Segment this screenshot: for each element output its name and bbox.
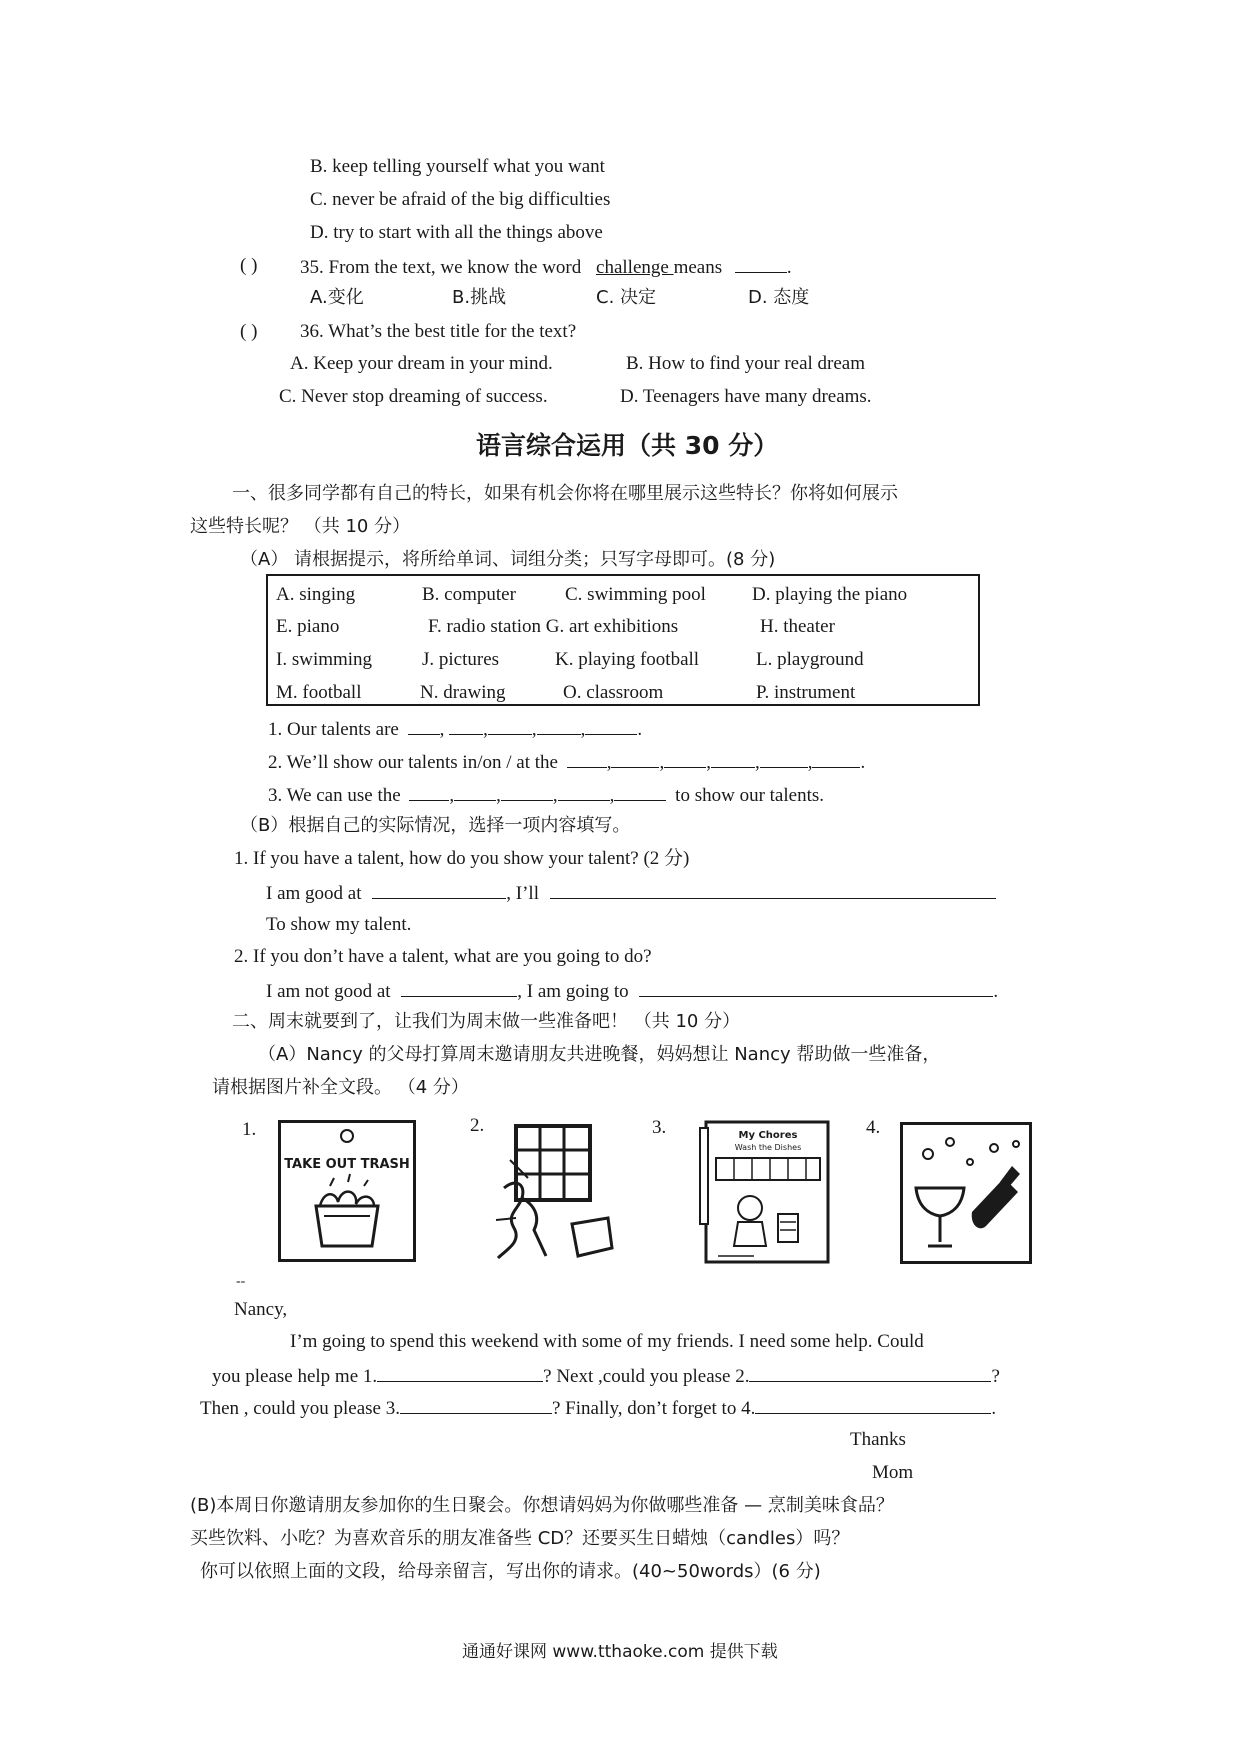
page-footer: 通通好课网 www.tthaoke.com 提供下载 <box>462 1642 778 1662</box>
part1-b-q1: 1. If you have a talent, how do you show your talent? (2 分) <box>234 848 690 869</box>
fill-3-blank-1[interactable] <box>409 782 449 801</box>
q34-option-b: B. keep telling yourself what you want <box>310 156 605 177</box>
word-k: K. playing football <box>555 649 700 670</box>
fill-3-blank-2[interactable] <box>454 782 496 801</box>
q35-option-a: A.变化 <box>310 287 364 308</box>
note-greeting: Nancy, <box>234 1299 288 1320</box>
fill-1-blank-5[interactable] <box>585 716 637 735</box>
picture-3-number: 3. <box>652 1117 667 1138</box>
picture-4 <box>900 1122 1032 1264</box>
fill-2-blank-1[interactable] <box>567 749 607 768</box>
note-blank-3[interactable] <box>400 1395 552 1414</box>
fill-1-prefix: 1. Our talents are <box>268 719 399 740</box>
q35-stem-text: 35. From the text, we know the word <box>300 257 582 278</box>
q36-answer-paren: ( ) <box>240 321 258 342</box>
fill-1-blank-3[interactable] <box>488 716 532 735</box>
note-sign: Mom <box>872 1462 914 1483</box>
word-n: N. drawing <box>420 682 506 703</box>
picture-1-number: 1. <box>242 1119 257 1140</box>
picture-4-number: 4. <box>866 1117 881 1138</box>
good-at-blank[interactable] <box>372 880 506 899</box>
q35-blank <box>735 254 787 273</box>
part2-b-line2: 买些饮料、小吃？为喜欢音乐的朋友准备些 CD？还要买生日蜡烛（candles）吗？ <box>190 1528 850 1549</box>
picture-3-subcaption: Wash the Dishes <box>734 1143 802 1152</box>
fill-1-blank-2[interactable] <box>449 716 483 735</box>
part1-a-instruction: （A） 请根据提示，将所给单词、词组分类；只写字母即可。(8 分) <box>240 549 776 570</box>
q35-stem <box>300 254 792 280</box>
word-j: J. pictures <box>422 649 500 670</box>
q35-option-b: B.挑战 <box>452 287 507 308</box>
picture-2-number: 2. <box>470 1115 485 1136</box>
word-l: L. playground <box>756 649 864 670</box>
ill-blank[interactable] <box>550 880 996 899</box>
going-to-blank[interactable] <box>639 978 993 997</box>
section-title: 语言综合运用（共 30 分） <box>476 431 779 460</box>
word-m: M. football <box>276 682 362 703</box>
word-a: A. singing <box>276 584 356 605</box>
picture-1-caption: TAKE OUT TRASH <box>284 1157 410 1172</box>
picture-1 <box>278 1120 416 1262</box>
part2-b-line3: 你可以依照上面的文段，给母亲留言，写出你的请求。(40~50words）(6 分) <box>200 1561 821 1582</box>
ill-label: , I’ll <box>506 883 539 904</box>
q35-option-d: D. 态度 <box>748 287 810 308</box>
word-c: C. swimming pool <box>565 584 706 605</box>
picture-2 <box>486 1118 626 1264</box>
word-b: B. computer <box>422 584 516 605</box>
fill-2-blank-3[interactable] <box>664 749 706 768</box>
q34-option-d: D. try to start with all the things above <box>310 222 603 243</box>
part1-b-instruction: （B）根据自己的实际情况，选择一项内容填写。 <box>240 815 631 836</box>
fill-1: 1. Our talents are , , , , . <box>268 716 642 742</box>
fill-3-blank-5[interactable] <box>614 782 666 801</box>
word-h: H. theater <box>760 616 835 637</box>
note-blank-4[interactable] <box>755 1395 991 1414</box>
part1-intro-line1: 一、很多同学都有自己的特长，如果有机会你将在哪里展示这些特长？你将如何展示 <box>232 483 898 504</box>
trash-can-icon <box>278 1120 416 1262</box>
picture-3 <box>698 1118 832 1264</box>
going-to-label: , I am going to <box>517 981 629 1002</box>
word-i: I. swimming <box>276 649 373 670</box>
drinks-glass-bottle-icon <box>900 1122 1032 1264</box>
q36-stem: 36. What’s the best title for the text? <box>300 321 577 342</box>
fill-3: 3. We can use the , , , , to show our talents. <box>268 782 824 808</box>
q34-option-c: C. never be afraid of the big difficulties <box>310 189 611 210</box>
window-cleaning-icon <box>486 1118 626 1264</box>
note-line3-end: . <box>991 1398 997 1419</box>
part1-b-q2: 2. If you don’t have a talent, what are you going to do? <box>234 946 652 967</box>
good-at-label: I am good at <box>266 883 362 904</box>
fill-1-blank-4[interactable] <box>537 716 581 735</box>
fill-2-blank-6[interactable] <box>812 749 860 768</box>
note-line2-b: ? Next ,could you please 2. <box>543 1366 750 1387</box>
note-line3-a: Then , could you please 3. <box>200 1398 400 1419</box>
part2-a-line1: （A）Nancy 的父母打算周末邀请朋友共进晚餐，妈妈想让 Nancy 帮助做一些准备， <box>258 1044 941 1065</box>
part1-intro-line2: 这些特长呢？ （共 10 分） <box>190 516 411 537</box>
word-d: D. playing the piano <box>752 584 908 605</box>
fill-2: 2. We’ll show our talents in/on / at the , , , , , . <box>268 749 865 775</box>
word-f-g: F. radio station G. art exhibitions <box>428 616 679 637</box>
fill-3-blank-4[interactable] <box>558 782 610 801</box>
fill-1-blank-1[interactable] <box>408 716 440 735</box>
q36-option-d: D. Teenagers have many dreams. <box>620 386 872 407</box>
note-blank-1[interactable] <box>377 1363 543 1382</box>
picture-3-caption: My Chores <box>738 1130 798 1141</box>
q35-answer-paren: ( ) <box>240 255 258 276</box>
note-line3 <box>200 1395 996 1421</box>
fill-1-end: . <box>637 719 643 740</box>
note-line3-b: ? Finally, don’t forget to 4. <box>551 1398 756 1419</box>
part1-b-q2-answer <box>266 978 998 1004</box>
part2-a-line2: 请根据图片补全文段。 （4 分） <box>212 1077 469 1098</box>
fill-3-suffix: to show our talents. <box>675 785 824 806</box>
note-line2-end: ? <box>991 1366 1000 1387</box>
note-line2-a: you please help me 1. <box>212 1366 378 1387</box>
word-e: E. piano <box>276 616 340 637</box>
part2-b-line1: (B)本周日你邀请朋友参加你的生日聚会。你想请妈妈为你做哪些准备 — 烹制美味食品？ <box>190 1495 894 1516</box>
part1-b-q1-answer <box>266 880 996 906</box>
fill-2-blank-2[interactable] <box>611 749 659 768</box>
note-line2 <box>212 1363 1000 1389</box>
word-p: P. instrument <box>756 682 856 703</box>
note-thanks: Thanks <box>850 1429 906 1450</box>
q35-means: means <box>673 257 723 278</box>
q35-option-c: C. 决定 <box>596 287 657 308</box>
q36-option-a: A. Keep your dream in your mind. <box>290 353 553 374</box>
dash-mark: -- <box>236 1274 246 1289</box>
part1-b-q1-line2: To show my talent. <box>266 914 412 935</box>
fill-2-end: . <box>860 752 866 773</box>
word-o: O. classroom <box>563 682 664 703</box>
part2-intro: 二、周末就要到了，让我们为周末做一些准备吧！ （共 10 分） <box>232 1011 741 1032</box>
note-blank-2[interactable] <box>749 1363 991 1382</box>
note-line1: I’m going to spend this weekend with some of my friends. I need some help. Could <box>290 1331 924 1352</box>
not-good-at-label: I am not good at <box>266 981 391 1002</box>
fill-2-prefix: 2. We’ll show our talents in/on / at the <box>268 752 558 773</box>
going-to-end: . <box>993 981 999 1002</box>
q36-option-c: C. Never stop dreaming of success. <box>279 386 548 407</box>
q36-option-b: B. How to find your real dream <box>626 353 866 374</box>
not-good-at-blank[interactable] <box>401 978 517 997</box>
fill-2-blank-4[interactable] <box>711 749 755 768</box>
fill-2-blank-5[interactable] <box>760 749 808 768</box>
chore-chart-icon <box>698 1118 832 1264</box>
fill-3-blank-3[interactable] <box>501 782 553 801</box>
q35-end: . <box>786 257 792 278</box>
q35-word: challenge <box>596 257 674 278</box>
fill-3-prefix: 3. We can use the <box>268 785 401 806</box>
